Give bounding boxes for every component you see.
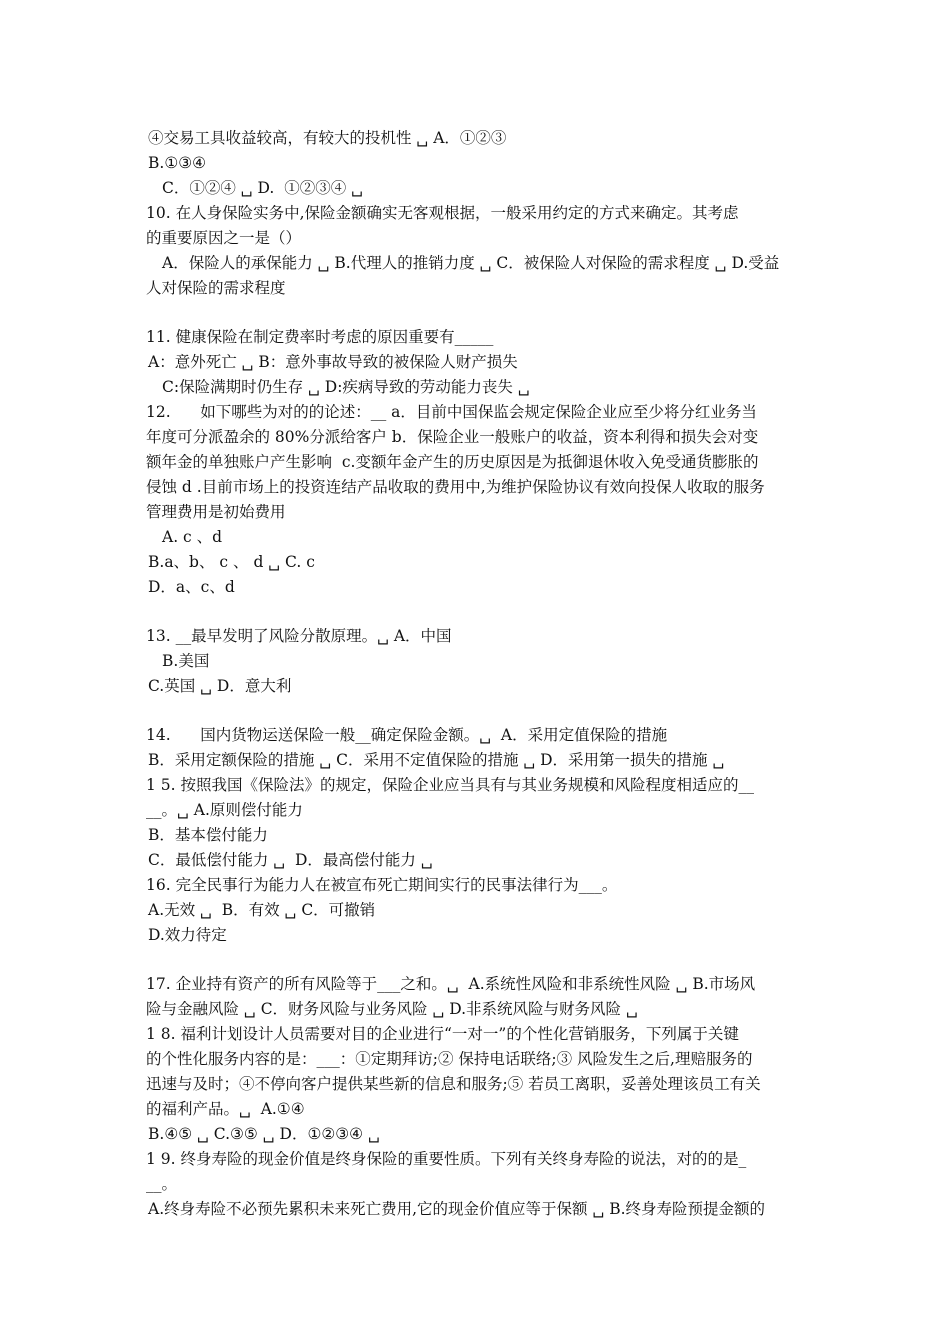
text-line: B.a、b、 c 、 d ␣ C. c [148,553,315,571]
text-line: B.美国 [162,652,210,670]
text-line: C．①②④ ␣ D. ①②③④ ␣ [162,179,363,197]
text-line: __。 [146,1175,178,1193]
text-line: __。␣ A.原则偿付能力 [146,801,303,819]
text-line: B.①③④ [148,154,207,172]
text-line: ④交易工具收益较高，有较大的投机性 ␣ A．①②③ [148,129,507,147]
text-line: 11. 健康保险在制定费率时考虑的原因重要有_____ [146,328,494,346]
text-line: 年度可分派盈余的 80%分派给客户 b．保险企业一般账户的收益，资本利得和损失会对变 [146,428,759,446]
text-line: 的福利产品。␣ A.①④ [146,1100,305,1118]
text-line: 1 9. 终身寿险的现金价值是终身保险的重要性质。下列有关终身寿险的说法，对的的是_ [146,1150,747,1168]
text-line: 14. 国内货物运送保险一般__确定保险金额。␣ A．采用定值保险的措施 [146,726,668,744]
text-line: A．保险人的承保能力 ␣ B.代理人的推销力度 ␣ C．被保险人对保险的需求程度 ␣ D.受益 [162,254,780,272]
blank-line [146,699,810,723]
text-line: B．采用定额保险的措施 ␣ C．采用不定值保险的措施 ␣ D．采用第一损失的措施 ␣ [148,751,725,769]
text-line: 16. 完全民事行为能力人在被宣布死亡期间实行的民事法律行为___。 [146,876,618,894]
text-line: D．a、c、d [148,578,235,596]
text-line: 1 8. 福利计划设计人员需要对目的企业进行“一对一”的个性化营销服务，下列属于关键 [146,1025,739,1043]
blank-line [146,600,810,624]
text-line: C．最低偿付能力 ␣ D．最高偿付能力 ␣ [148,851,433,869]
text-line: C.英国 ␣ D．意大利 [148,677,292,695]
text-line: A. c 、d [162,528,223,546]
text-line: 迅速与及时；④不停向客户提供某些新的信息和服务;⑤ 若员工离职，妥善处理该员工有关 [146,1075,761,1093]
text-line: A：意外死亡 ␣ B：意外事故导致的被保险人财产损失 [148,353,518,371]
text-line: 的重要原因之一是（） [146,229,302,247]
blank-line [146,948,810,972]
text-line: A.终身寿险不必预先累积未来死亡费用,它的现金价值应等于保额 ␣ B.终身寿险预提金额的 [148,1200,766,1218]
text-line: 13. __最早发明了风险分散原理。␣ A．中国 [146,627,452,645]
text-line: B．基本偿付能力 [148,826,268,844]
blank-line [146,301,810,325]
text-line: 管理费用是初始费用 [146,503,286,521]
text-line: C:保险满期时仍生存 ␣ D:疾病导致的劳动能力丧失 ␣ [162,378,530,396]
document-body [146,126,810,1222]
text-line: 12. 如下哪些为对的的论述：__ a．目前中国保监会规定保险企业应至少将分红业务当 [146,403,757,421]
text-line: D.效力待定 [148,926,227,944]
text-line: B.④⑤ ␣ C.③⑤ ␣ D．①②③④ ␣ [148,1125,380,1143]
text-line: 人对保险的需求程度 [146,279,286,297]
text-line: A.无效 ␣ B．有效 ␣ C．可撤销 [148,901,376,919]
text-line: 10. 在人身保险实务中,保险金额确实无客观根据，一般采用约定的方式来确定。其考虑 [146,204,739,222]
text-line: 额年金的单独账户产生影响 c.变额年金产生的历史原因是为抵御退休收入免受通货膨胀的 [146,453,759,471]
text-line: 1 5. 按照我国《保险法》的规定，保险企业应当具有与其业务规模和风险程度相适应的__ [146,776,755,794]
text-line: 的个性化服务内容的是：___：①定期拜访;② 保持电话联络;③ 风险发生之后,理赔服务的 [146,1050,753,1068]
text-line: 侵蚀 d .目前市场上的投资连结产品收取的费用中,为维护保险协议有效向投保人收取的服务 [146,478,765,496]
text-line: 险与金融风险 ␣ C．财务风险与业务风险 ␣ D.非系统风险与财务风险 ␣ [146,1000,638,1018]
text-line: 17. 企业持有资产的所有风险等于___之和。␣ A.系统性风险和非系统性风险 ␣ B.市场风 [146,975,756,993]
